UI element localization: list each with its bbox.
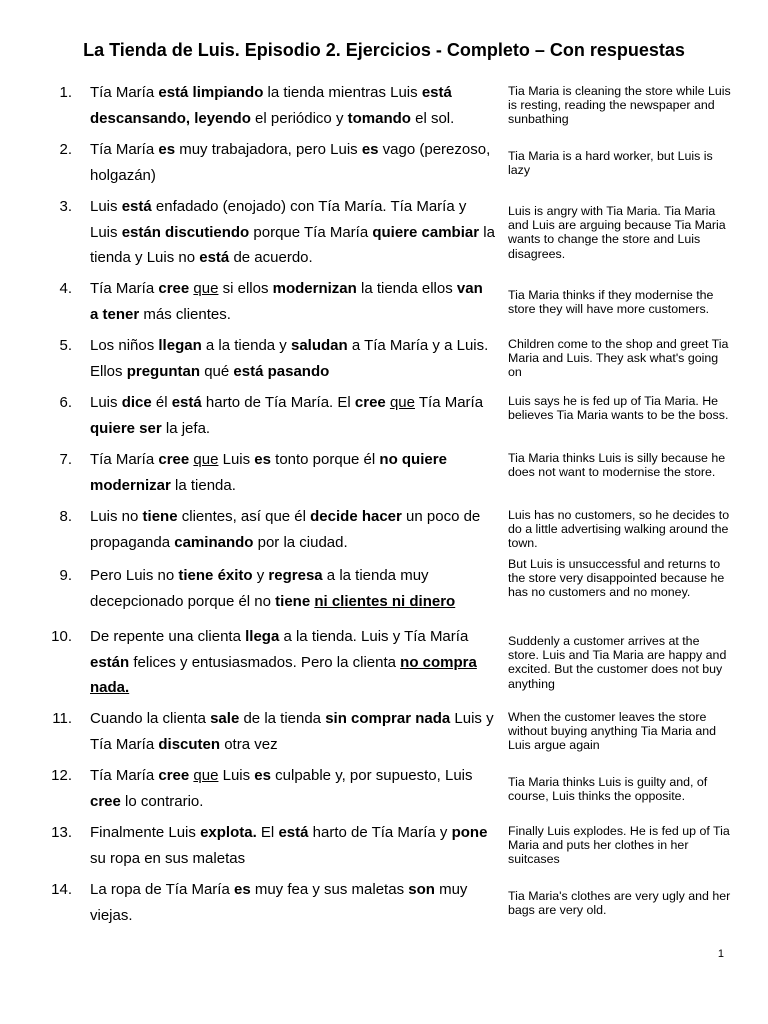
highlighted-verb: regresa — [268, 567, 323, 584]
highlighted-verb: está pasando — [233, 362, 330, 380]
highlighted-verb: tomando — [347, 109, 411, 127]
sentence-text: Luis y Tía María — [90, 710, 494, 753]
item-number: 14. — [51, 881, 72, 898]
spanish-sentence — [90, 563, 495, 614]
english-translation: Tia Maria thinks Luis is guilty and, of course, Luis thinks the opposite. — [508, 775, 708, 804]
underlined-word: que — [389, 394, 415, 411]
highlighted-verb: tiene — [275, 592, 311, 610]
sentence-text: de acuerdo. — [229, 249, 313, 266]
highlighted-verb: llegan — [158, 337, 202, 354]
sentence-text: a Tía María y a Luis. Ellos — [90, 337, 489, 380]
sentence-text: Finalmente Luis — [90, 824, 201, 841]
sentence-text: Tía María — [90, 141, 159, 158]
spanish-sentence — [90, 447, 495, 498]
item-number: 3. — [59, 198, 72, 215]
sentence-text: y — [252, 567, 269, 584]
sentence-text: Los niños — [90, 337, 159, 354]
sentence-text: La ropa de Tía María — [90, 881, 234, 898]
english-translation: Suddenly a customer arrives at the store. Luis and Tia Maria are happy and excited. But the customer does not buy anything — [508, 634, 727, 691]
english-translation: Children come to the shop and greet Tia Maria and Luis. They ask what's going on — [508, 337, 729, 380]
sentence-text: muy trabajadora, pero Luis — [175, 141, 362, 158]
spanish-sentence — [90, 504, 495, 555]
sentence-text: la tienda. — [170, 476, 236, 494]
highlighted-verb: saludan — [290, 337, 348, 354]
english-translation: But Luis is unsuccessful and returns to the store very disappointed because he has no customers and no money. — [508, 557, 725, 600]
sentence-text: Tía María — [90, 767, 159, 784]
sentence-text: la tienda mientras Luis — [263, 84, 422, 101]
item-number: 13. — [51, 824, 72, 841]
item-number: 9. — [59, 567, 72, 584]
item-number: 1. — [59, 84, 72, 101]
highlighted-verb: tiene éxito — [178, 567, 253, 584]
sentence-text: a la tienda muy decepcionado porque él no — [90, 567, 429, 610]
sentence-text: la tienda ellos — [356, 280, 457, 297]
spanish-sentence — [90, 706, 495, 757]
sentence-text: Pero Luis no — [90, 567, 179, 584]
sentence-text: tonto porque él — [270, 451, 380, 468]
highlighted-verb: está — [121, 198, 152, 215]
sentence-text: muy fea y sus maletas — [250, 881, 409, 898]
spanish-sentence — [90, 877, 495, 928]
item-number: 12. — [51, 767, 72, 784]
highlighted-verb: está limpiando — [158, 84, 264, 101]
english-translation: Tia Maria thinks Luis is silly because he does not want to modernise the store. — [508, 451, 726, 480]
underlined-word: que — [193, 280, 219, 297]
item-number: 2. — [59, 141, 72, 158]
sentence-text: felices y entusiasmados. Pero la clienta — [129, 653, 401, 671]
sentence-text: si ellos — [218, 280, 273, 297]
sentence-text: harto de Tía María. El — [201, 394, 355, 411]
page-number: 1 — [717, 948, 724, 960]
highlighted-verb: pone — [451, 824, 488, 841]
highlighted-verb: explota. — [200, 824, 257, 841]
sentence-text: Luis — [218, 451, 255, 468]
spanish-sentence — [90, 333, 495, 384]
highlighted-verb: decide hacer — [310, 508, 402, 525]
sentence-text: El — [256, 824, 279, 841]
highlighted-verb: es — [158, 141, 176, 158]
highlighted-verb: modernizan — [272, 280, 357, 297]
highlighted-verb: están discutiendo — [121, 223, 250, 241]
spanish-sentence — [90, 80, 495, 131]
sentence-text: su ropa en sus maletas — [90, 849, 246, 867]
spanish-sentence — [90, 390, 495, 441]
sentence-text: Cuando la clienta — [90, 710, 211, 727]
highlighted-verb: cree — [158, 767, 190, 784]
highlighted-verb: sale — [210, 710, 240, 727]
english-translation: Tia Maria is a hard worker, but Luis is lazy — [508, 149, 713, 178]
highlighted-verb: es — [254, 451, 271, 468]
sentence-text: enfadado (enojado) con Tía María. Tía María y Luis — [90, 198, 467, 241]
english-translation: Luis is angry with Tia Maria. Tia Maria and Luis are arguing because Tia Maria wants to change the store and Luis disagrees. — [508, 204, 726, 261]
highlighted-verb: van a tener — [90, 280, 483, 323]
highlighted-verb: está — [278, 824, 309, 841]
sentence-text: Luis — [90, 198, 122, 215]
highlighted-verb: cree — [354, 394, 386, 411]
highlighted-verb: discuten — [158, 735, 221, 753]
highlighted-verb: llega — [245, 628, 280, 645]
item-number: 6. — [59, 394, 72, 411]
highlighted-verb: es — [361, 141, 379, 158]
item-number: 10. — [51, 628, 72, 645]
highlighted-verb: está — [171, 394, 202, 411]
sentence-text: Luis no — [90, 508, 143, 525]
highlighted-verb: son — [408, 881, 435, 898]
item-number: 5. — [59, 337, 72, 354]
sentence-text: vago (perezoso, holgazán) — [90, 141, 491, 184]
sentence-text: el sol. — [410, 109, 455, 127]
highlighted-verb: es — [254, 767, 271, 784]
highlighted-verb: quiere ser — [90, 419, 162, 437]
highlighted-verb: cree — [158, 280, 190, 297]
highlighted-verb: cree — [90, 792, 121, 810]
sentence-text: lo contrario. — [120, 792, 204, 810]
sentence-text: culpable y, por supuesto, Luis — [270, 767, 473, 784]
sentence-text: qué — [200, 362, 234, 380]
sentence-text: la jefa. — [161, 419, 211, 437]
sentence-text: un poco de propaganda — [90, 508, 481, 551]
highlighted-verb: quiere cambiar — [372, 223, 480, 241]
spanish-sentence — [90, 624, 495, 701]
highlighted-verb: cree — [158, 451, 190, 468]
english-translation: Finally Luis explodes. He is fed up of Tia Maria and puts her clothes in her suitcases — [508, 824, 730, 867]
highlighted-verb: dice — [121, 394, 152, 411]
highlighted-verb: están — [90, 653, 130, 671]
sentence-text: clientes, así que él — [177, 508, 311, 525]
sentence-text: él — [151, 394, 172, 411]
item-number: 8. — [59, 508, 72, 525]
page-title: La Tienda de Luis. Episodio 2. Ejercicios - Completo – Con respuestas — [83, 40, 685, 60]
item-number: 7. — [59, 451, 72, 468]
sentence-text: harto de Tía María y — [308, 824, 452, 841]
sentence-text: Tía María — [90, 84, 159, 101]
sentence-text: De repente una clienta — [90, 628, 246, 645]
spanish-sentence — [90, 194, 495, 271]
sentence-text: el periódico y — [250, 109, 348, 127]
english-translation: Tia Maria's clothes are very ugly and her bags are very old. — [508, 889, 731, 918]
highlighted-verb: preguntan — [126, 362, 201, 380]
highlighted-verb: caminando — [174, 533, 254, 551]
sentence-text: otra vez — [220, 735, 278, 753]
spanish-sentence — [90, 276, 495, 327]
highlighted-verb: no compra nada. — [90, 653, 477, 696]
sentence-text: por la ciudad. — [253, 533, 348, 551]
sentence-text: a la tienda. Luis y Tía María — [279, 628, 469, 645]
sentence-text: la tienda y Luis no — [90, 223, 495, 266]
sentence-text: porque Tía María — [249, 223, 373, 241]
item-number: 4. — [59, 280, 72, 297]
english-translation: Tia Maria is cleaning the store while Luis is resting, reading the newspaper and sunbathing — [508, 84, 731, 127]
english-translation: When the customer leaves the store without buying anything Tia Maria and Luis argue again — [508, 710, 717, 753]
spanish-sentence — [90, 820, 495, 871]
item-number: 11. — [52, 710, 72, 727]
sentence-text: Tía María — [90, 280, 159, 297]
highlighted-verb: no quiere modernizar — [90, 451, 447, 494]
english-translation: Luis says he is fed up of Tia Maria. He believes Tia Maria wants to be the boss. — [508, 394, 729, 423]
underlined-word: que — [193, 451, 219, 468]
highlighted-verb: está descansando, leyendo — [90, 84, 452, 127]
highlighted-verb: ni clientes ni dinero — [314, 592, 456, 610]
sentence-text: de la tienda — [239, 710, 326, 727]
sentence-text: más clientes. — [139, 305, 231, 323]
sentence-text: muy viejas. — [90, 881, 468, 924]
highlighted-verb: está — [199, 249, 230, 266]
sentence-text: a la tienda y — [201, 337, 291, 354]
sentence-text: Luis — [90, 394, 122, 411]
spanish-sentence — [90, 763, 495, 814]
highlighted-verb: sin comprar nada — [325, 710, 451, 727]
sentence-text: Tía María — [90, 451, 159, 468]
sentence-text: Luis — [218, 767, 255, 784]
highlighted-verb: tiene — [142, 508, 178, 525]
highlighted-verb: es — [233, 881, 251, 898]
sentence-text: Tía María — [414, 394, 484, 411]
english-translation: Luis has no customers, so he decides to do a little advertising walking around the town. — [508, 508, 730, 551]
spanish-sentence — [90, 137, 495, 188]
underlined-word: que — [193, 767, 219, 784]
english-translation: Tia Maria thinks if they modernise the store they will have more customers. — [508, 288, 714, 317]
